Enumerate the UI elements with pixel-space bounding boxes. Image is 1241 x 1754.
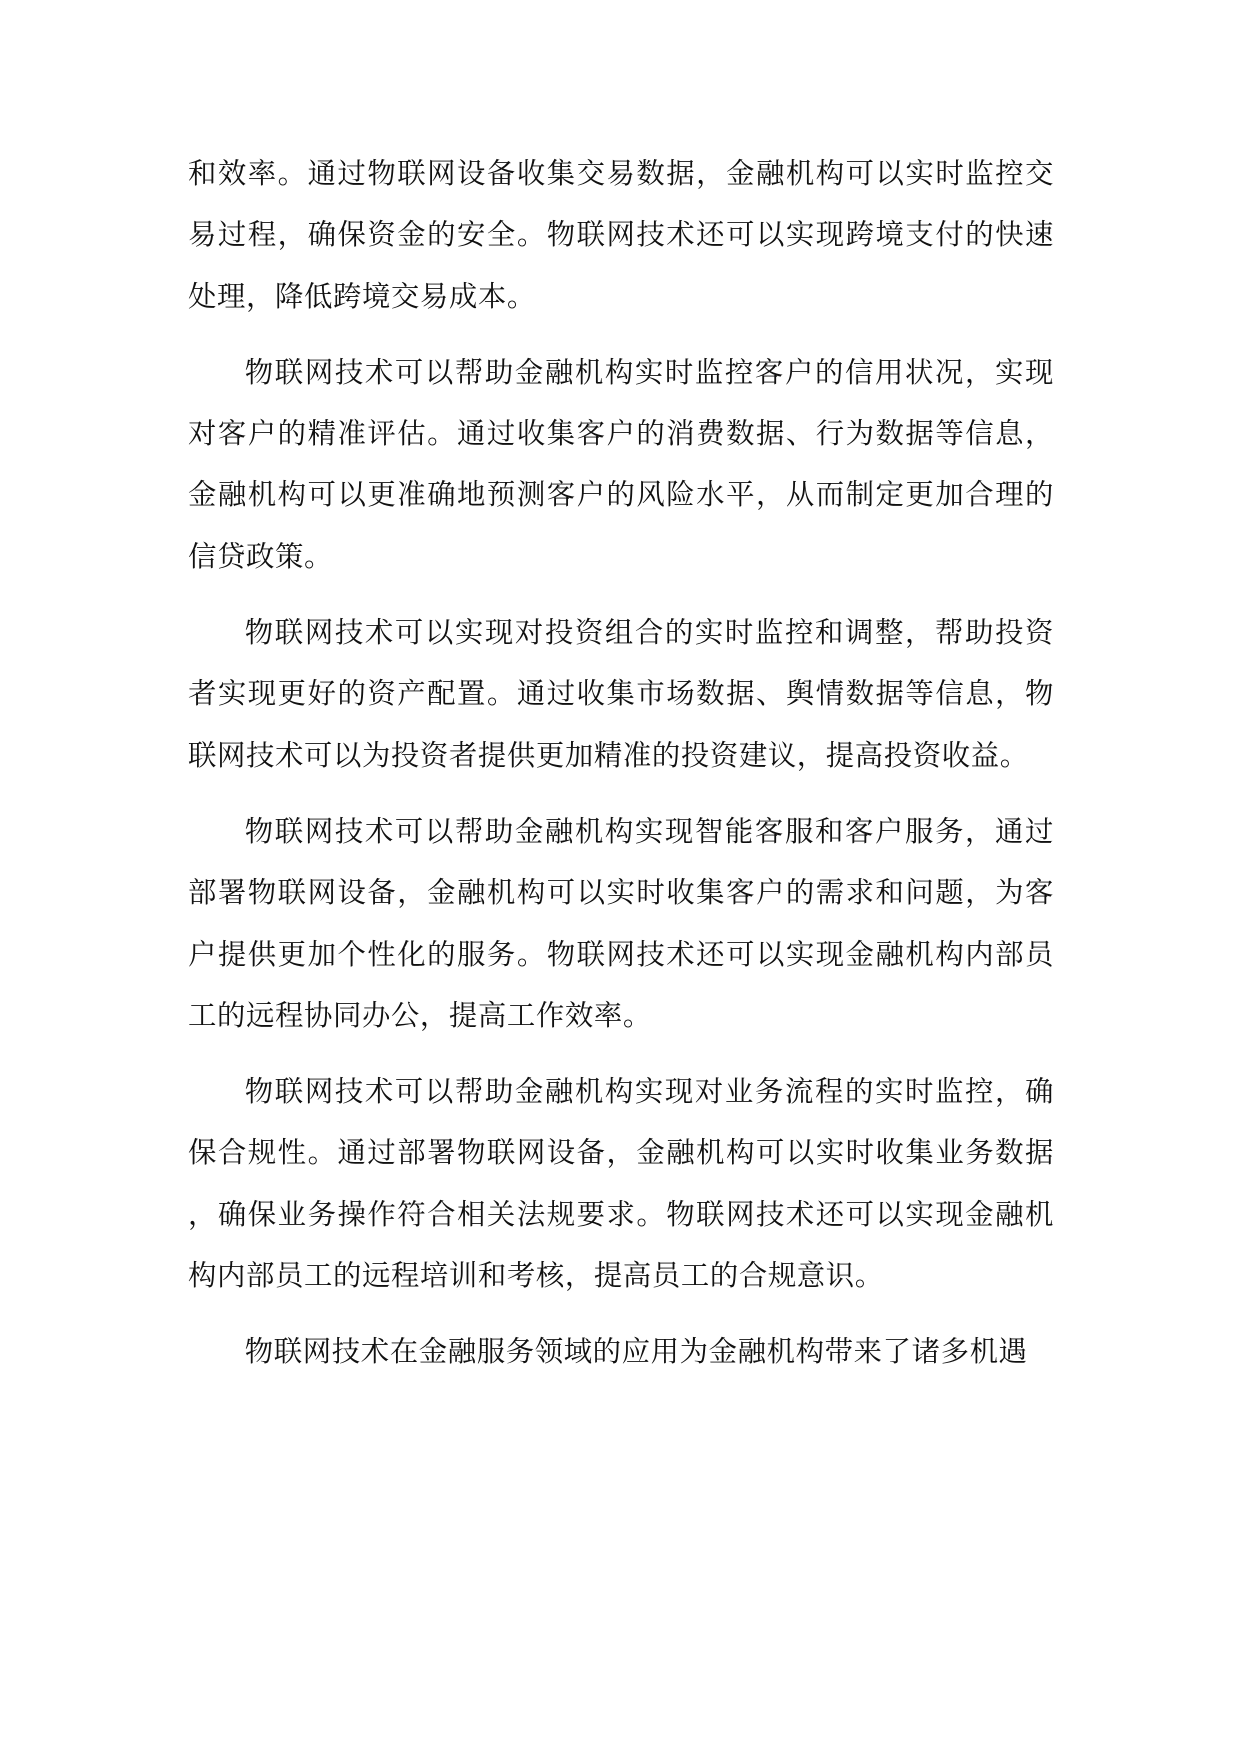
paragraph-gap xyxy=(188,327,1054,342)
paragraph-6: 物联网技术在金融服务领域的应用为金融机构带来了诸多机遇 xyxy=(244,1335,1028,1369)
paragraph-gap xyxy=(188,786,1054,801)
paragraph-gap xyxy=(188,587,1054,602)
paragraph-1: 和效率。通过物联网设备收集交易数据，金融机构可以实时监控交易过程，确保资金的安全。物联网技术还可以实现跨境支付的快速处理，降低跨境交易成本。 xyxy=(188,157,1054,313)
paragraph-3: 物联网技术可以实现对投资组合的实时监控和调整，帮助投资者实现更好的资产配置。通过收集市场数据、舆情数据等信息，物联网技术可以为投资者提供更加精准的投资建议，提高投资收益。 xyxy=(188,616,1054,772)
paragraph-2: 物联网技术可以帮助金融机构实时监控客户的信用状况，实现对客户的精准评估。通过收集客户的消费数据、行为数据等信息，金融机构可以更准确地预测客户的风险水平，从而制定更加合理的信贷政策。 xyxy=(188,355,1054,573)
paragraph-gap xyxy=(188,1046,1054,1061)
paragraph-5: 物联网技术可以帮助金融机构实现对业务流程的实时监控，确保合规性。通过部署物联网设备，金融机构可以实时收集业务数据，确保业务操作符合相关法规要求。物联网技术还可以实现金融机构内部员工的远程培训和考核，提高员工的合规意识。 xyxy=(188,1075,1054,1293)
paragraph-gap xyxy=(188,1306,1054,1321)
document-body xyxy=(188,143,1054,1383)
paragraph-4: 物联网技术可以帮助金融机构实现智能客服和客户服务，通过部署物联网设备，金融机构可以实时收集客户的需求和问题，为客户提供更加个性化的服务。物联网技术还可以实现金融机构内部员工的远程协同办公，提高工作效率。 xyxy=(188,814,1054,1032)
